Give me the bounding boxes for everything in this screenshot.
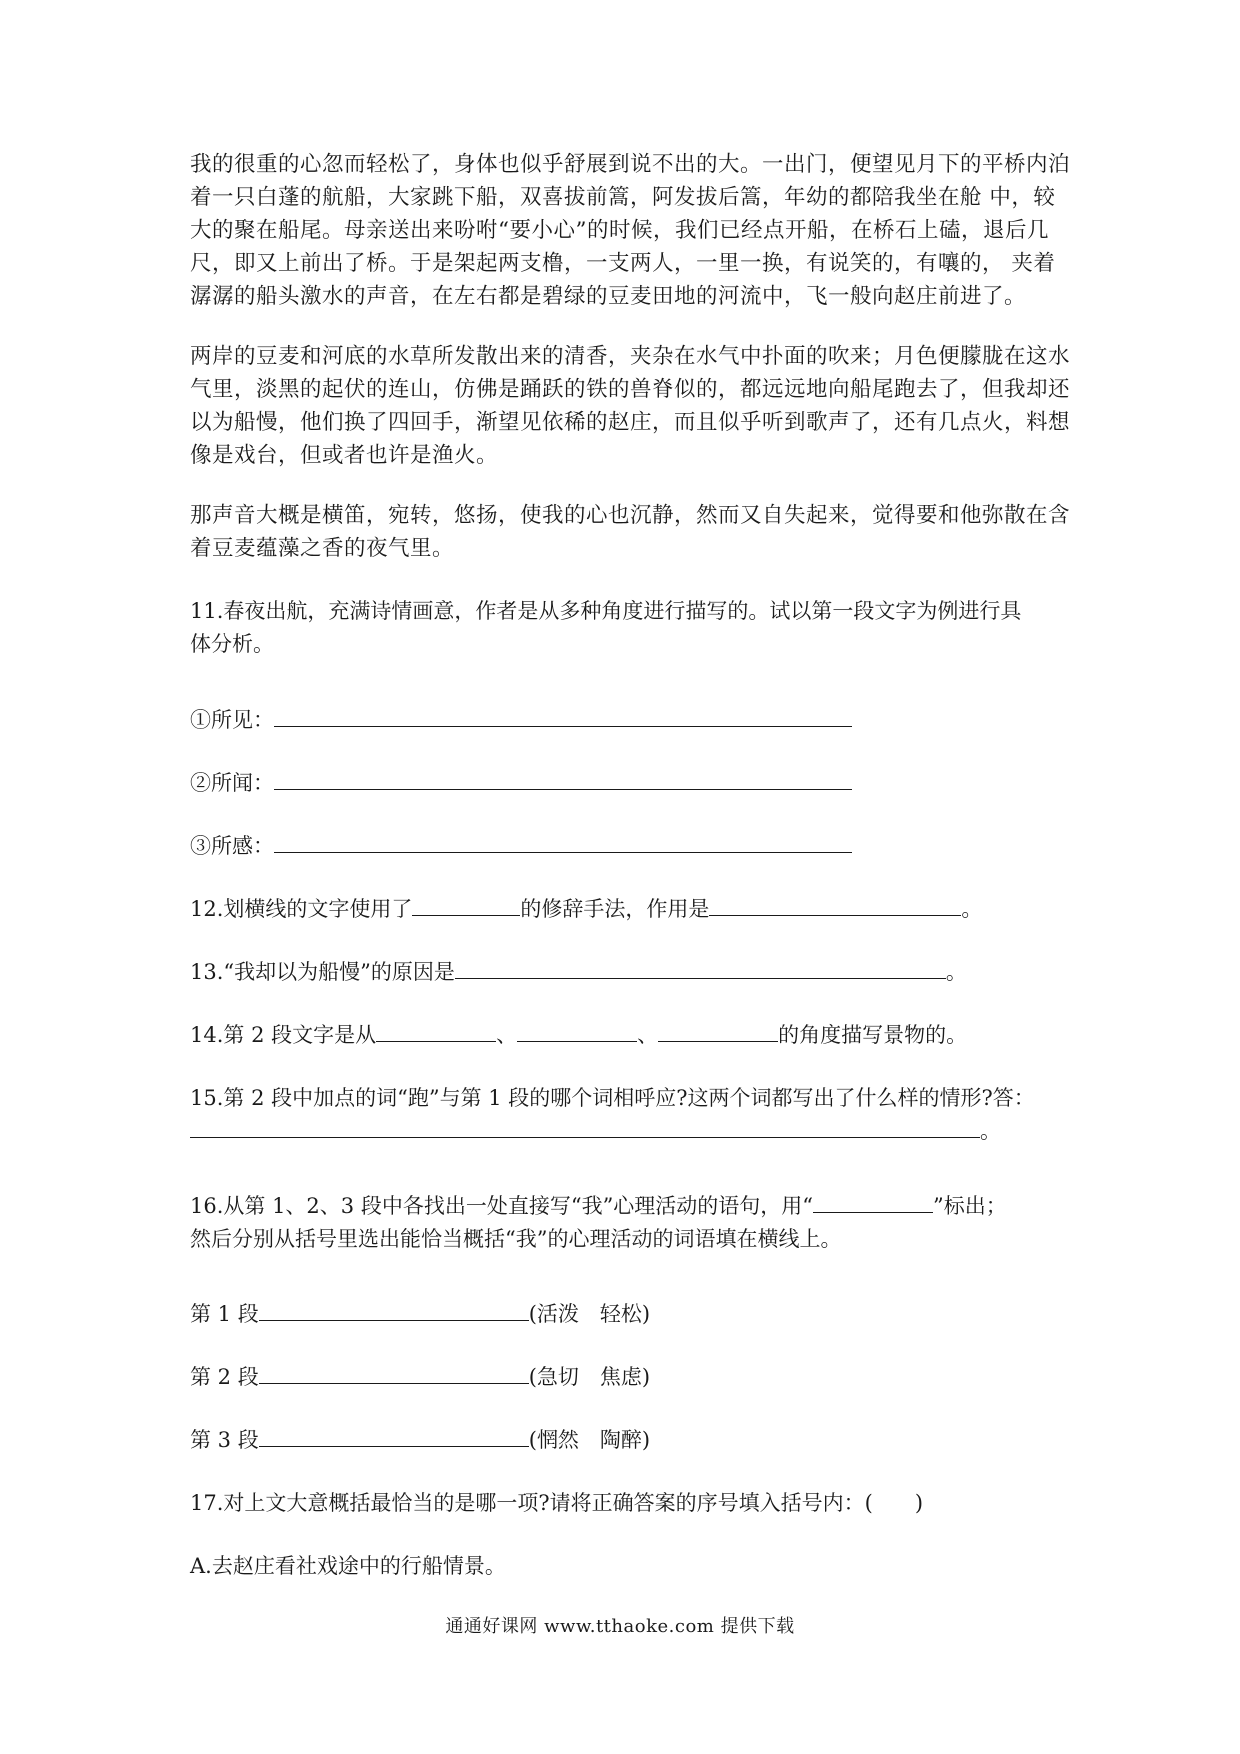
question-13 — [190, 956, 967, 989]
question-text: 、 — [637, 1023, 659, 1047]
question-11-seen — [190, 704, 852, 737]
question-14 — [190, 1019, 967, 1052]
question-text: 15.第 2 段中加点的词“跑”与第 1 段的哪个词相呼应?这两个词都写出了什么样的情形?答： — [190, 1086, 1035, 1110]
answer-options: (活泼 轻松) — [528, 1302, 651, 1326]
answer-blank[interactable] — [709, 895, 961, 916]
answer-blank[interactable] — [412, 895, 520, 916]
question-17-option-a — [190, 1550, 506, 1583]
question-text: 13.“我却以为船慢”的原因是 — [190, 960, 455, 984]
question-text: 的角度描写景物的。 — [778, 1023, 968, 1047]
question-text: 。 — [961, 897, 983, 921]
question-text: 11.春夜出航，充满诗情画意，作者是从多种角度进行描写的。试以第一段文字为例进行具 — [190, 599, 1022, 623]
answer-blank[interactable] — [813, 1192, 933, 1213]
answer-label: ①所见： — [190, 708, 274, 732]
passage-paragraph-2 — [190, 340, 1071, 472]
passage-line: 大的聚在船尾。母亲送出来吩咐“要小心”的时候，我们已经点开船，在桥石上磕，退后几 — [190, 218, 1049, 243]
question-12 — [190, 893, 982, 926]
passage-line: 我的很重的心忽而轻松了，身体也似乎舒展到说不出的大。一出门，便望见月下的平桥内泊 — [190, 152, 1071, 177]
passage-paragraph-1 — [190, 148, 1071, 313]
question-text: 的修辞手法，作用是 — [520, 897, 710, 921]
question-11-felt — [190, 830, 852, 863]
answer-blank[interactable] — [376, 1021, 496, 1042]
question-text: 。 — [980, 1119, 1001, 1143]
question-16-para-2 — [190, 1361, 650, 1394]
answer-blank[interactable] — [274, 769, 852, 790]
passage-line: 着豆麦蕴藻之香的夜气里。 — [190, 536, 455, 561]
answer-label: ③所感： — [190, 834, 274, 858]
answer-blank[interactable] — [274, 706, 852, 727]
answer-label: 第 2 段 — [190, 1365, 259, 1389]
option-text: A.去赵庄看社戏途中的行船情景。 — [190, 1554, 506, 1578]
question-15 — [190, 1082, 1035, 1148]
passage-line: 尺，即又上前出了桥。于是架起两支橹，一支两人，一里一换，有说笑的，有嚷的， 夹着 — [190, 251, 1056, 276]
answer-blank[interactable] — [455, 958, 946, 979]
page-footer: 通通好课网 www.tthaoke.com 提供下载 — [445, 1616, 795, 1637]
question-text: 、 — [496, 1023, 518, 1047]
passage-line: 潺潺的船头激水的声音，在左右都是碧绿的豆麦田地的河流中，飞一般向赵庄前进了。 — [190, 284, 1027, 309]
answer-blank[interactable] — [517, 1021, 637, 1042]
passage-line: 两岸的豆麦和河底的水草所发散出来的清香，夹杂在水气中扑面的吹来；月色便朦胧在这水 — [190, 344, 1071, 369]
answer-blank[interactable] — [259, 1426, 529, 1447]
passage-line: 像是戏台，但或者也许是渔火。 — [190, 443, 499, 468]
question-16-para-1 — [190, 1298, 650, 1331]
answer-options: (惘然 陶醉) — [528, 1428, 651, 1452]
question-11 — [190, 595, 1021, 661]
passage-line: 那声音大概是横笛，宛转，悠扬，使我的心也沉静，然而又自失起来，觉得要和他弥散在含 — [190, 503, 1071, 528]
question-text: 12.划横线的文字使用了 — [190, 897, 413, 921]
passage-line: 气里，淡黑的起伏的连山，仿佛是踊跃的铁的兽脊似的，都远远地向船尾跑去了，但我却还 — [190, 377, 1071, 402]
answer-blank[interactable] — [274, 832, 852, 853]
answer-blank[interactable] — [658, 1021, 778, 1042]
question-text: 体分析。 — [190, 632, 274, 656]
question-16-para-3 — [190, 1424, 650, 1457]
passage-paragraph-3 — [190, 499, 1071, 565]
question-17 — [190, 1487, 923, 1520]
question-16 — [190, 1190, 1007, 1256]
question-text: 然后分别从括号里选出能恰当概括“我”的心理活动的词语填在横线上。 — [190, 1227, 842, 1251]
answer-blank[interactable] — [190, 1117, 980, 1138]
answer-label: 第 3 段 — [190, 1428, 259, 1452]
question-text: 。 — [945, 960, 967, 984]
answer-label: 第 1 段 — [190, 1302, 259, 1326]
question-text: 17.对上文大意概括最恰当的是哪一项?请将正确答案的序号填入括号内：( ) — [190, 1491, 924, 1515]
question-text: ”标出； — [933, 1194, 1007, 1218]
answer-blank[interactable] — [259, 1363, 529, 1384]
question-text: 14.第 2 段文字是从 — [190, 1023, 377, 1047]
answer-options: (急切 焦虑) — [528, 1365, 651, 1389]
passage-line: 着一只白蓬的航船，大家跳下船，双喜拔前篙，阿发拔后篙，年幼的都陪我坐在舱 中，较 — [190, 185, 1056, 210]
question-11-heard — [190, 767, 852, 800]
answer-blank[interactable] — [259, 1300, 529, 1321]
question-text: 16.从第 1、2、3 段中各找出一处直接写“我”心理活动的语句，用“ — [190, 1194, 814, 1218]
passage-line: 以为船慢，他们换了四回手，渐望见依稀的赵庄，而且似乎听到歌声了，还有几点火，料想 — [190, 410, 1071, 435]
answer-label: ②所闻： — [190, 771, 274, 795]
